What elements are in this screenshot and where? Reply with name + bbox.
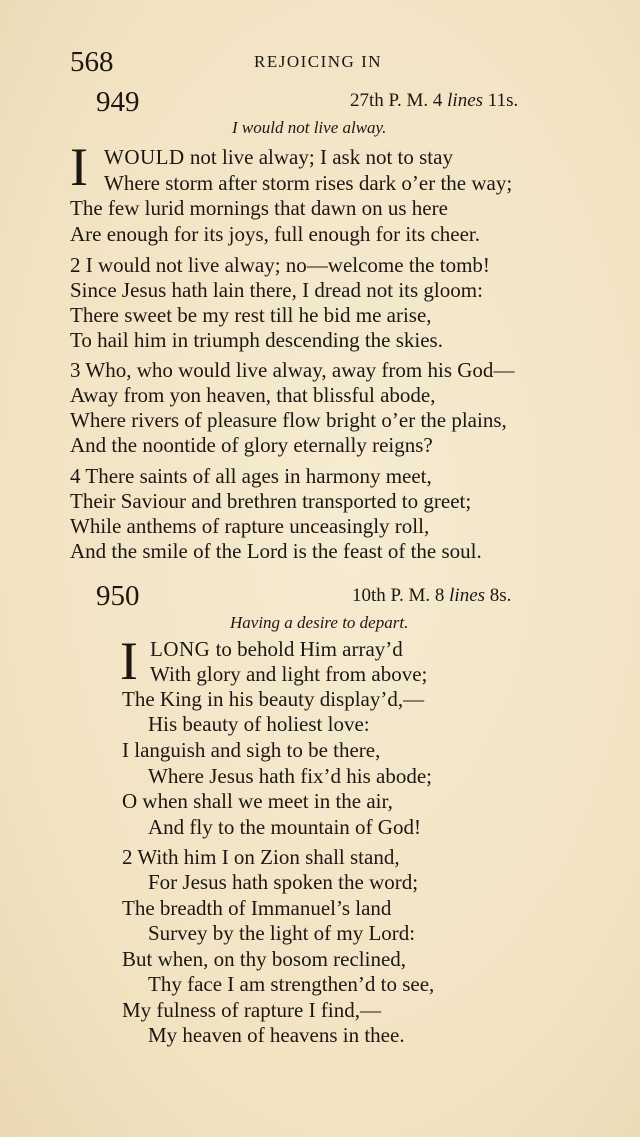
verse-line: And the noontide of glory eternally reigns? bbox=[70, 433, 433, 457]
verse-line: Their Saviour and brethren transported to greet; bbox=[70, 489, 472, 513]
verse-line: Thy face I am strengthen’d to see, bbox=[148, 972, 435, 996]
verse-line: Where Jesus hath fix’d his abode; bbox=[148, 764, 433, 788]
meter-suffix: 11s. bbox=[487, 90, 519, 111]
meter-italic: lines bbox=[447, 90, 484, 111]
page-number: 568 bbox=[70, 46, 114, 78]
verse-line: 2 With him I on Zion shall stand, bbox=[122, 845, 400, 869]
verse-line: With glory and light from above; bbox=[150, 662, 428, 686]
verse-line: 3 Who, who would live alway, away from his God— bbox=[70, 358, 515, 382]
running-head: REJOICING IN bbox=[254, 52, 383, 71]
hymn-subtitle: I would not live alway. bbox=[232, 118, 387, 137]
verse-line: The King in his beauty display’d,— bbox=[122, 687, 425, 711]
verse-line: And fly to the mountain of God! bbox=[148, 815, 421, 839]
hymn-meter bbox=[352, 585, 511, 607]
drop-cap: I bbox=[70, 137, 88, 197]
verse-line: My heaven of heavens in thee. bbox=[148, 1023, 405, 1047]
verse-line: O when shall we meet in the air, bbox=[122, 789, 393, 813]
verse-line: For Jesus hath spoken the word; bbox=[148, 870, 419, 894]
verse-line: 2 I would not live alway; no—welcome the tomb! bbox=[70, 253, 490, 277]
verse-line: Where storm after storm rises dark o’er the way; bbox=[104, 171, 513, 195]
verse-line: Are enough for its joys, full enough for its cheer. bbox=[70, 222, 480, 246]
hymn-number: 949 bbox=[96, 86, 140, 118]
meter-prefix: 10th P. M. 8 bbox=[352, 585, 445, 606]
line-rest: to behold Him array’d bbox=[210, 637, 403, 661]
verse-line: And the smile of the Lord is the feast of the soul. bbox=[70, 539, 482, 563]
first-word: WOULD bbox=[104, 145, 185, 169]
verse-line: To hail him in triumph descending the skies. bbox=[70, 328, 443, 352]
line-rest: not live alway; I ask not to stay bbox=[184, 145, 453, 169]
hymn-number: 950 bbox=[96, 580, 140, 612]
verse-line: His beauty of holiest love: bbox=[148, 712, 370, 736]
verse-line: My fulness of rapture I find,— bbox=[122, 998, 381, 1022]
meter-suffix: 8s. bbox=[489, 585, 512, 606]
meter-italic: lines bbox=[449, 585, 486, 606]
verse-line bbox=[150, 637, 403, 662]
hymn-meter bbox=[350, 90, 518, 112]
verse-line: While anthems of rapture unceasingly roll, bbox=[70, 514, 430, 538]
verse-line: I languish and sigh to be there, bbox=[122, 738, 381, 762]
verse-line: 4 There saints of all ages in harmony meet, bbox=[70, 464, 432, 488]
verse-line: Survey by the light of my Lord: bbox=[148, 921, 416, 945]
verse-line: Since Jesus hath lain there, I dread not its gloom: bbox=[70, 278, 483, 302]
meter-prefix: 27th P. M. 4 bbox=[350, 90, 443, 111]
drop-cap: I bbox=[120, 631, 138, 691]
verse-line: The few lurid mornings that dawn on us here bbox=[70, 196, 448, 220]
verse-line: Where rivers of pleasure flow bright o’er the plains, bbox=[70, 408, 507, 432]
hymn-subtitle: Having a desire to depart. bbox=[230, 613, 409, 632]
verse-line: The breadth of Immanuel’s land bbox=[122, 896, 392, 920]
verse-line: But when, on thy bosom reclined, bbox=[122, 947, 407, 971]
verse-line: There sweet be my rest till he bid me arise, bbox=[70, 303, 432, 327]
first-word: LONG bbox=[150, 637, 211, 661]
verse-line: Away from yon heaven, that blissful abode, bbox=[70, 383, 436, 407]
verse-line bbox=[104, 145, 453, 170]
